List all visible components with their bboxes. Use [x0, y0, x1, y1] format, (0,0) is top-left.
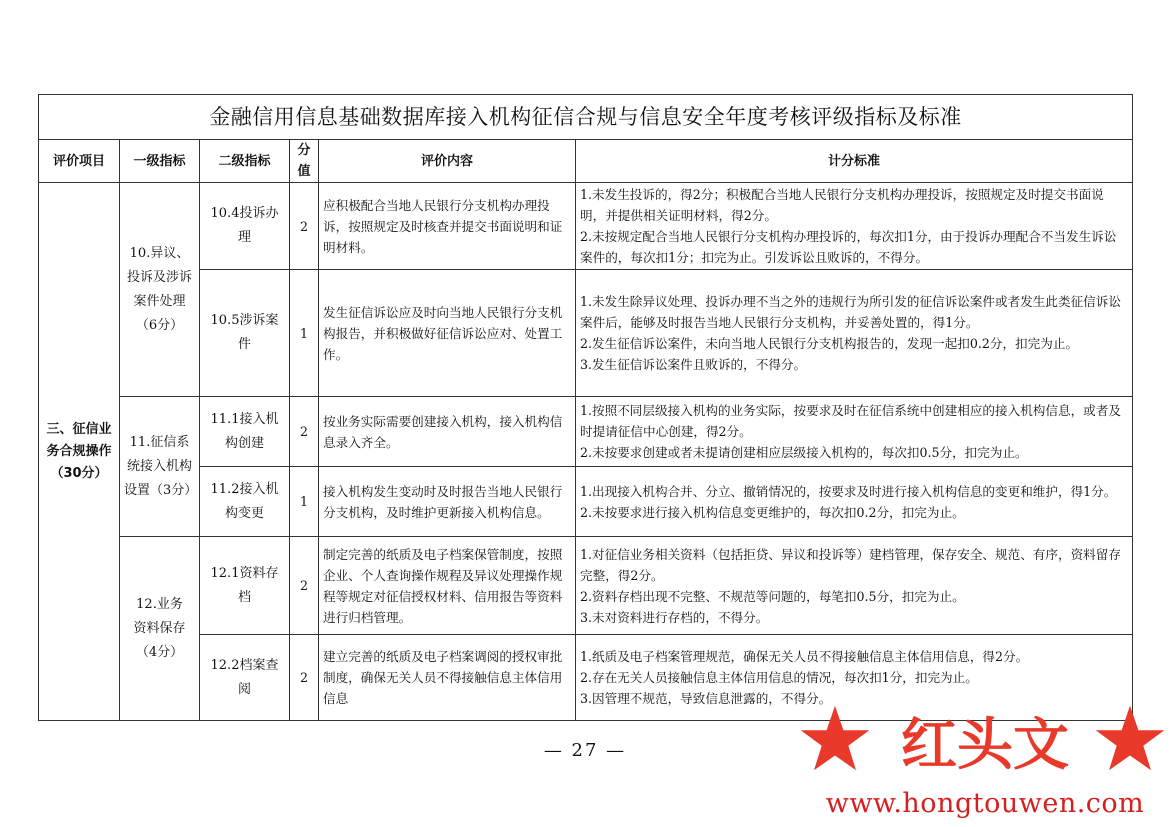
level1-cell: 10.异议、投诉及涉诉案件处理（6分） [120, 183, 200, 397]
criteria-line: 2.资料存档出现不完整、不规范等问题的，每笔扣0.5分，扣完为止。 [580, 588, 965, 604]
table-row [39, 467, 1133, 537]
level2-cell: 12.2档案查阅 [200, 635, 290, 721]
criteria-cell [576, 270, 1133, 397]
criteria-line: 2.未按规定配合当地人民银行分支机构办理投诉的，每次扣1分，由于投诉办理配合不当发生诉讼案件的，每次扣1分；扣完为止。引发诉讼且败诉的，不得分。 [580, 229, 1117, 265]
score-cell: 2 [290, 397, 319, 467]
score-cell: 2 [290, 537, 319, 635]
score-cell: 1 [290, 270, 319, 397]
level1-cell: 12.业务资料保存（4分） [120, 537, 200, 721]
score-cell: 1 [290, 467, 319, 537]
criteria-cell [576, 537, 1133, 635]
criteria-cell [576, 183, 1133, 270]
header-criteria: 计分标准 [576, 140, 1133, 183]
table-row [39, 537, 1133, 635]
criteria-cell [576, 397, 1133, 467]
header-level1: 一级指标 [120, 140, 200, 183]
criteria-line: 3.因管理不规范，导致信息泄露的，不得分。 [580, 691, 832, 706]
header-project: 评价项目 [39, 140, 120, 183]
criteria-line: 2.未按要求创建或者未提请创建相应层级接入机构的，每次扣0.5分，扣完为止。 [580, 445, 1028, 460]
criteria-line: 3.发生征信诉讼案件且败诉的，不得分。 [580, 357, 807, 372]
content-cell: 接入机构发生变动时及时报告当地人民银行分支机构，及时维护更新接入机构信息。 [319, 467, 576, 537]
criteria-line: 1.对征信业务相关资料（包括拒贷、异议和投诉等）建档管理，保存安全、规范、有序，资料留存完整，得2分。 [580, 546, 1121, 583]
table-row [39, 183, 1133, 270]
score-cell: 2 [290, 183, 319, 270]
criteria-line: 1.按照不同层级接入机构的业务实际，按要求及时在征信系统中创建相应的接入机构信息，或者及时提请征信中心创建，得2分。 [580, 403, 1121, 439]
document-title: 金融信用信息基础数据库接入机构征信合规与信息安全年度考核评级指标及标准 [39, 95, 1133, 140]
criteria-line: 1.未发生投诉的，得2分；积极配合当地人民银行分支机构办理投诉，按照规定及时提交书面说明，并提供相关证明材料，得2分。 [580, 187, 1104, 223]
level2-cell: 12.1资料存档 [200, 537, 290, 635]
watermark-text: 红头文 [901, 712, 1069, 778]
level2-cell: 10.4投诉办理 [200, 183, 290, 270]
content-cell: 应积极配合当地人民银行分支机构办理投诉，按照规定及时核查并提交书面说明和证明材料。 [319, 183, 576, 270]
criteria-line: 3.未对资料进行存档的，不得分。 [580, 609, 769, 625]
project-cell: 三、征信业务合规操作（30分） [39, 183, 120, 721]
score-cell: 2 [290, 635, 319, 721]
level1-cell: 11.征信系统接入机构设置（3分） [120, 397, 200, 537]
criteria-line: 1.纸质及电子档案管理规范，确保无关人员不得接触信息主体信用信息，得2分。 [580, 649, 1029, 664]
criteria-line: 1.出现接入机构合并、分立、撤销情况的，按要求及时进行接入机构信息的变更和维护，得1分。 [580, 483, 1117, 499]
level2-cell: 10.5涉诉案件 [200, 270, 290, 397]
table-header-row [39, 140, 1133, 183]
star-icon [1095, 704, 1165, 772]
page-number: — 27 — [543, 740, 627, 761]
content-cell: 发生征信诉讼应及时向当地人民银行分支机构报告，并积极做好征信诉讼应对、处置工作。 [319, 270, 576, 397]
criteria-line: 1.未发生除异议处理、投诉办理不当之外的违规行为所引发的征信诉讼案件或者发生此类征信诉讼案件后，能够及时报告当地人民银行分支机构，并妥善处置的，得1分。 [580, 294, 1121, 330]
criteria-line: 2.未按要求进行接入机构信息变更维护的，每次扣0.2分，扣完为止。 [580, 504, 965, 520]
level2-cell: 11.1接入机构创建 [200, 397, 290, 467]
content-cell: 按业务实际需要创建接入机构，接入机构信息录入齐全。 [319, 397, 576, 467]
table-row [39, 397, 1133, 467]
level2-cell: 11.2接入机构变更 [200, 467, 290, 537]
header-content: 评价内容 [319, 140, 576, 183]
criteria-line: 2.存在无关人员接触信息主体信用信息的情况，每次扣1分，扣完为止。 [580, 670, 978, 685]
content-cell: 建立完善的纸质及电子档案调阅的授权审批制度，确保无关人员不得接触信息主体信用信息 [319, 635, 576, 721]
header-score: 分值 [290, 140, 319, 183]
content-cell: 制定完善的纸质及电子档案保管制度，按照企业、个人查询操作规程及异议处理操作规程等规定对征信授权材料、信用报告等资料进行归档管理。 [319, 537, 576, 635]
header-level2: 二级指标 [200, 140, 290, 183]
table-row [39, 270, 1133, 397]
criteria-line: 2.发生征信诉讼案件，未向当地人民银行分支机构报告的，发现一起扣0.2分，扣完为止。 [580, 336, 1079, 351]
criteria-cell [576, 467, 1133, 537]
watermark-url: www.hongtouwen.com [825, 788, 1145, 819]
standards-table [38, 94, 1133, 721]
